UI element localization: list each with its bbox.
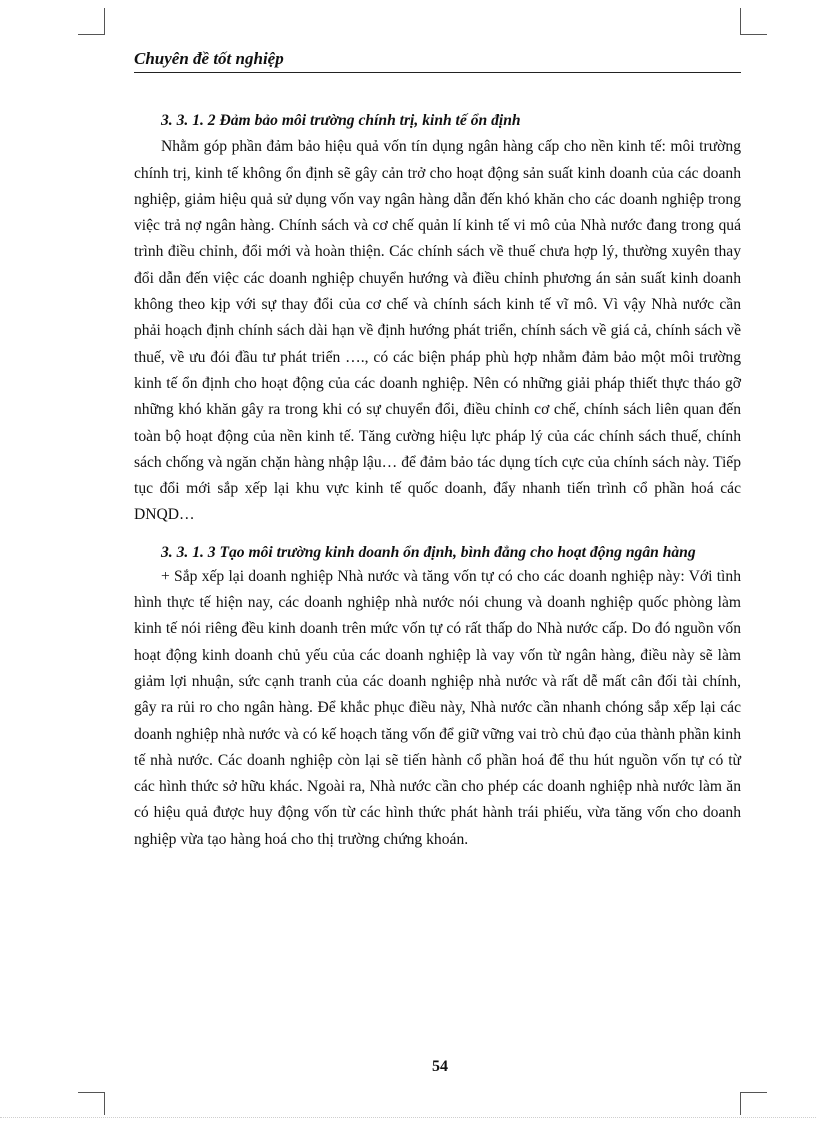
page-boundary-line xyxy=(0,1117,816,1118)
page-number: 54 xyxy=(432,1058,448,1075)
crop-mark-top-left xyxy=(78,8,105,35)
section-heading-3-3-1-3: 3. 3. 1. 3 Tạo môi trường kinh doanh ổn định, bình đẳng cho hoạt động ngân hàng xyxy=(161,543,696,561)
section-paragraph-3-3-1-3: + Sắp xếp lại doanh nghiệp Nhà nước và tăng vốn tự có cho các doanh nghiệp này: Với tình hình thực tế hiện nay, các doanh nghiệp nhà nước nói chung và doanh nghiệp quốc phòng làm kinh tế nói riêng đều kinh doanh trên mức vốn tự có rất thấp do Nhà nước cấp. Do đó nguồn vốn hoạt động kinh doanh chủ yếu của các doanh nghiệp là vay vốn từ ngân hàng, điều này sẽ làm giảm lợi nhuận, sức cạnh tranh của các doanh nghiệp nhà nước và rất dễ mất cân đối tài chính, gây ra rủi ro cho ngân hàng. Để khắc phục điều này, Nhà nước cần nhanh chóng sắp xếp lại các doanh nghiệp nhà nước và có kế hoạch tăng vốn để giữ vững vai trò chủ đạo của thành phần kinh tế nhà nước. Các doanh nghiệp còn lại sẽ tiến hành cổ phần hoá để thu hút nguồn vốn tự có từ các hình thức sở hữu khác. Ngoài ra, Nhà nước cần cho phép các doanh nghiệp nhà nước làm ăn có hiệu quả được huy động vốn từ các hình thức phát hành trái phiếu, vừa tăng vốn cho doanh nghiệp vừa tạo hàng hoá cho thị trường chứng khoán. xyxy=(134,567,741,848)
running-header: Chuyên đề tốt nghiệp xyxy=(134,48,741,73)
crop-mark-bottom-left xyxy=(78,1092,105,1115)
crop-mark-bottom-right xyxy=(740,1092,767,1115)
page-body xyxy=(134,108,741,853)
section-paragraph-3-3-1-2: Nhằm góp phần đảm bảo hiệu quả vốn tín dụng ngân hàng cấp cho nền kinh tế: môi trường chính trị, kinh tế không ổn định sẽ gây cản trở cho hoạt động sản suất kinh doanh của các doanh nghiệp, giảm hiệu quả sử dụng vốn vay ngân hàng dẫn đến khó khăn cho các doanh nghiệp trong việc trả nợ ngân hàng. Chính sách và cơ chế quản lí kinh tế vi mô của Nhà nước đang trong quá trình điều chỉnh, đổi mới và hoàn thiện. Các chính sách về thuế chưa hợp lý, thường xuyên thay đổi dẫn đến việc các doanh nghiệp chuyển hướng và điều chỉnh phương án sản suất kinh doanh không theo kịp với sự thay đổi của cơ chế và chính sách kinh tế vĩ mô. Vì vậy Nhà nước cần phải hoạch định chính sách dài hạn về định hướng phát triển, chính sách về giá cả, chính sách về thuế, về ưu đói đầu tư phát triển …., có các biện pháp phù hợp nhằm đảm bảo một môi trường kinh tế ổn định cho hoạt động của các doanh nghiệp. Nên có những giải pháp thiết thực tháo gỡ những khó khăn gây ra trong khi có sự chuyển đổi, điều chỉnh cơ chế, chính sách liên quan đến toàn bộ hoạt động của nền kinh tế. Tăng cường hiệu lực pháp lý của các chính sách thuế, chính sách chống và ngăn chặn hàng nhập lậu… để đảm bảo tác dụng tích cực của chính sách này. Tiếp tục đổi mới sắp xếp lại khu vực kinh tế quốc doanh, đẩy nhanh tiến trình cổ phần hoá các DNQD… xyxy=(134,138,741,524)
crop-mark-top-right xyxy=(740,8,767,35)
section-heading-3-3-1-2: 3. 3. 1. 2 Đảm bảo môi trường chính trị, kinh tế ổn định xyxy=(161,112,521,129)
